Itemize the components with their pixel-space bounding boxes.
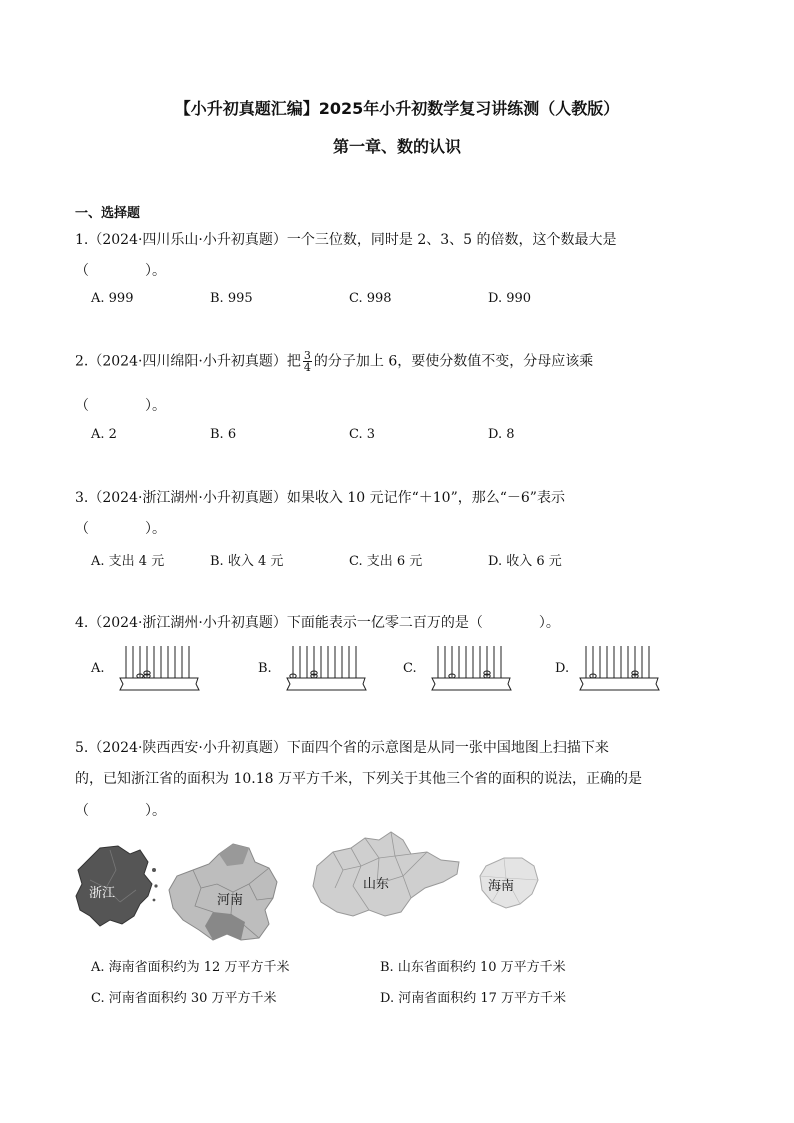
question-2-blank: （ ）。 <box>75 398 166 414</box>
question-1-option-b: B. 995 <box>210 291 253 306</box>
chapter-title: 第一章、数的认识 <box>332 137 461 156</box>
question-1-option-a: A. 999 <box>91 291 134 306</box>
map-label-hainan: 海南 <box>488 879 515 894</box>
question-4-option-d: D. <box>555 661 570 676</box>
abacus-d <box>576 644 662 692</box>
question-5-option-c: C. 河南省面积约 30 万平方千米 <box>91 991 277 1006</box>
question-5-option-b: B. 山东省面积约 10 万平方千米 <box>380 960 566 975</box>
question-3-option-c: C. 支出 6 元 <box>349 554 423 569</box>
question-5-text-line1: 5.（2024·陕西西安·小升初真题）下面四个省的示意图是从同一张中国地图上扫描下来 <box>75 740 609 756</box>
map-label-shandong: 山东 <box>363 877 390 892</box>
question-5-option-a: A. 海南省面积约为 12 万平方千米 <box>91 960 290 975</box>
abacus-a <box>116 644 202 692</box>
question-2-option-c: C. 3 <box>349 427 376 442</box>
question-3-option-d: D. 收入 6 元 <box>488 554 562 569</box>
question-3-text: 3.（2024·浙江湖州·小升初真题）如果收入 10 元记作“＋10”，那么“－6”表示 <box>75 490 565 506</box>
fraction-numerator: 3 <box>303 349 311 362</box>
question-3-option-b: B. 收入 4 元 <box>210 554 284 569</box>
question-2-text-post: 的分子加上 6，要使分数值不变，分母应该乘 <box>313 353 594 370</box>
question-5-blank: （ ）。 <box>75 803 166 819</box>
question-2-option-b: B. 6 <box>210 427 237 442</box>
question-5-option-d: D. 河南省面积约 17 万平方千米 <box>380 991 567 1006</box>
map-label-zhejiang: 浙江 <box>89 886 116 901</box>
question-3-blank: （ ）。 <box>75 521 166 537</box>
question-2-option-a: A. 2 <box>91 427 117 442</box>
section-heading: 一、选择题 <box>75 206 141 221</box>
abacus-c <box>428 644 514 692</box>
question-1-option-c: C. 998 <box>349 291 392 306</box>
question-5-text-line2: 的，已知浙江省的面积为 10.18 万平方千米，下列关于其他三个省的面积的说法，正确的是 <box>75 771 642 787</box>
map-label-henan: 河南 <box>217 893 244 908</box>
fraction <box>303 350 312 373</box>
question-3-option-a: A. 支出 4 元 <box>91 554 165 569</box>
question-1-text: 1.（2024·四川乐山·小升初真题）一个三位数，同时是 2、3、5 的倍数，这个数最大是 <box>75 232 617 248</box>
question-4-option-b: B. <box>258 661 272 676</box>
question-2-option-d: D. 8 <box>488 427 515 442</box>
page-title: 【小升初真题汇编】2025年小升初数学复习讲练测（人教版） <box>174 99 620 118</box>
question-4-option-a: A. <box>91 661 105 676</box>
question-4-text: 4.（2024·浙江湖州·小升初真题）下面能表示一亿零二百万的是（ ）。 <box>75 615 560 631</box>
question-2-text <box>75 350 593 373</box>
question-1-option-d: D. 990 <box>488 291 532 306</box>
question-1-blank: （ ）。 <box>75 263 166 279</box>
question-2-text-pre: 2.（2024·四川绵阳·小升初真题）把 <box>75 353 301 370</box>
question-4-option-c: C. <box>403 661 417 676</box>
fraction-denominator: 4 <box>303 361 311 374</box>
abacus-b <box>283 644 369 692</box>
